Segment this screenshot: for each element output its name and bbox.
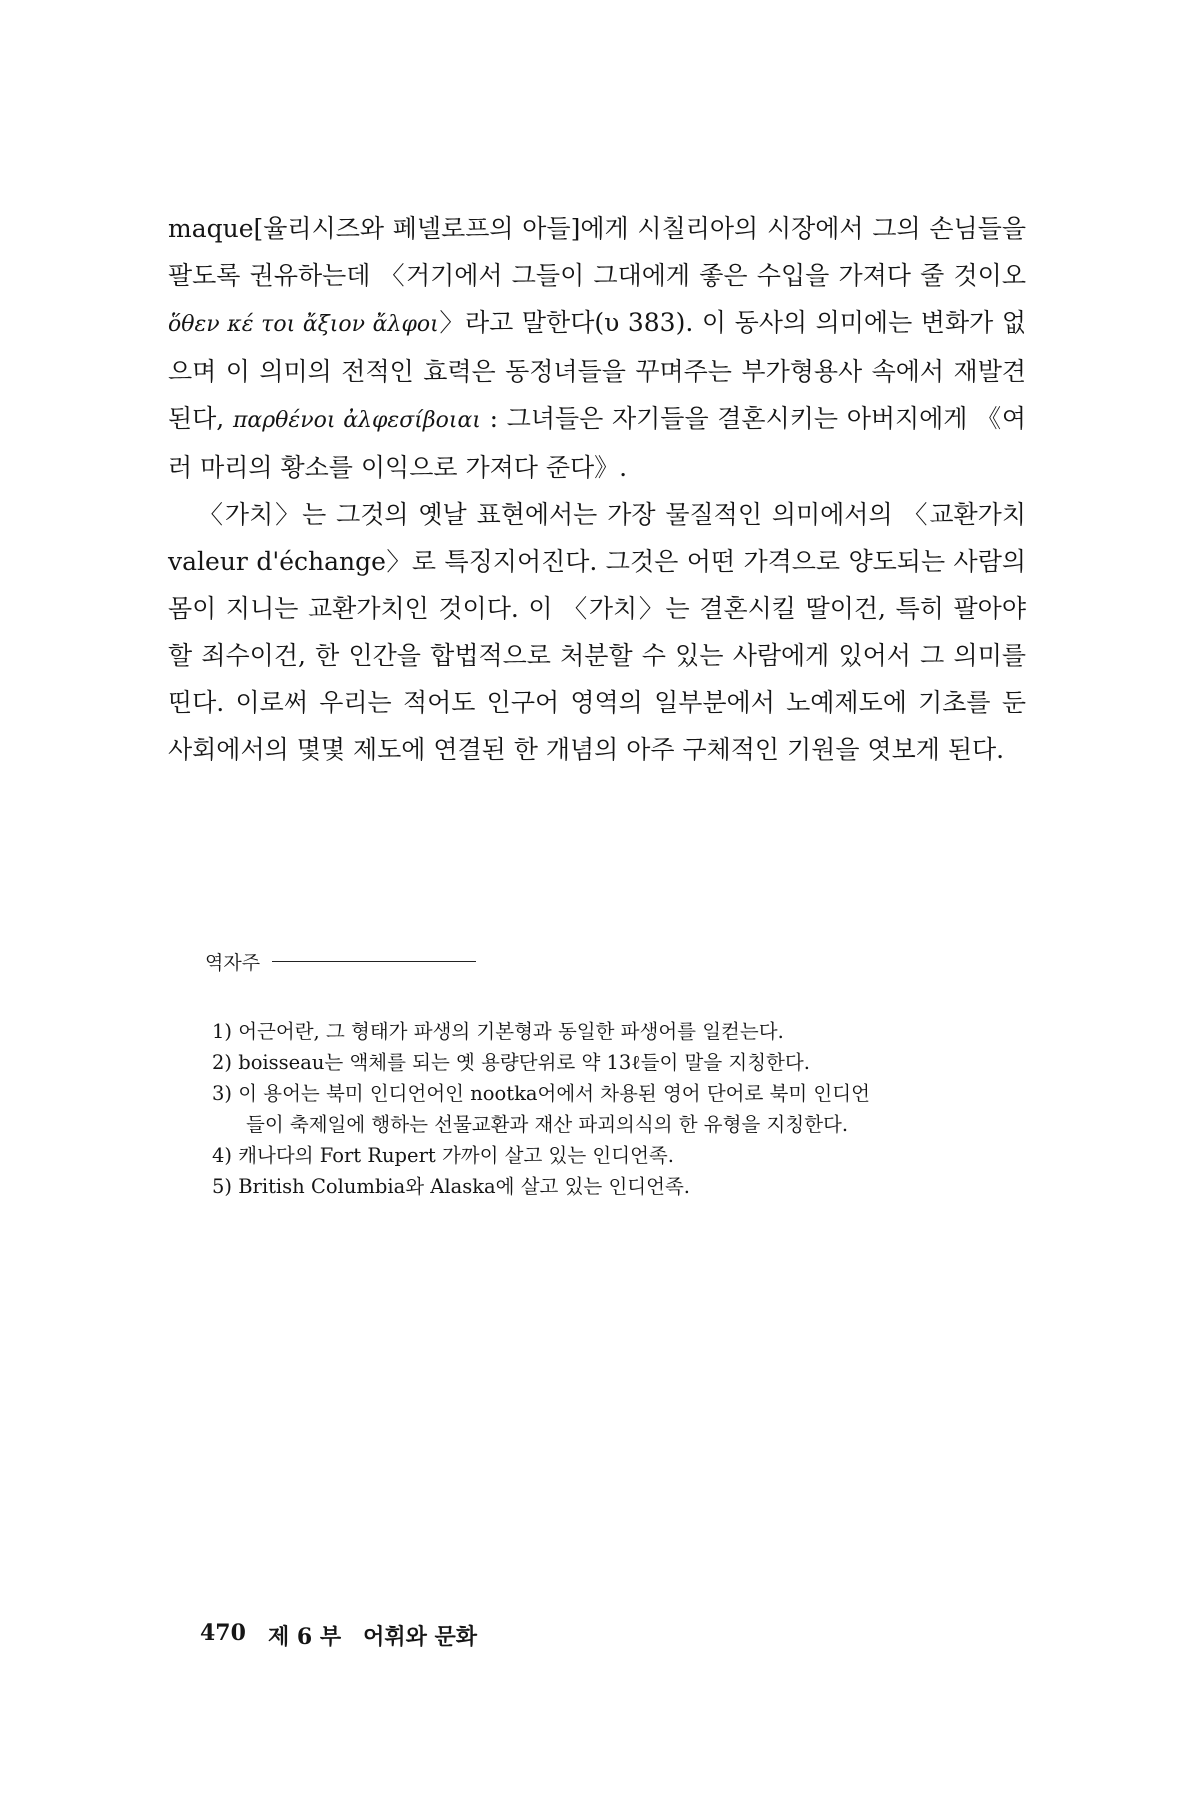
paragraph-1 [168,205,1026,491]
note-5: 5) British Columbia와 Alaska에 살고 있는 인디언족. [212,1175,690,1198]
note-3: 3) 이 용어는 북미 인디언어인 nootka어에서 차용된 영어 단어로 북미 인디언 [212,1082,870,1105]
page-footer [200,1620,477,1651]
greek-quote-2: παρθένοι ἀλφεσίβοιαι [232,408,481,433]
note-3-continued: 들이 축제일에 행하는 선물교환과 재산 파괴의식의 한 유형을 지칭한다. [246,1113,849,1136]
note-1: 1) 어근어란, 그 형태가 파생의 기본형과 동일한 파생어를 일컫는다. [212,1020,784,1043]
notes-heading-rule [272,961,476,962]
paragraph-1-lead: maque[율리시즈와 페넬로프의 아들]에게 시칠리아의 시장에서 그의 손님들을 팔도록 권유하는데 〈거기에서 그들이 그대에게 좋은 수입을 가져다 줄 것이오 [168,214,1026,290]
paragraph-1-mid: 〉라고 말한다(υ 383). 이 동사의 의미에는 변화가 없으며 이 의미의 전적인 효력은 동정녀들을 꾸며주는 부가형용사 속에서 재발견된다, [168,308,1026,433]
paragraph-2: 〈가치〉는 그것의 옛날 표현에서는 가장 물질적인 의미에서의 〈교환가치 valeur d'échange〉로 특징지어진다. 그것은 어떤 가격으로 양도되는 사람의 몸이 지니는 교환가치인 것이다. 이 〈가치〉는 결혼시킬 딸이건, 특히 팔아야 할 죄수이건, 한 인간을 합법적으로 처분할 수 있는 사람에게 있어서 그 의미를 띤다. 이로써 우리는 적어도 인구어 영역의 일부분에서 노예제도에 기초를 둔 사회에서의 몇몇 제도에 연결된 한 개념의 아주 구체적인 기원을 엿보게 된다. [168,500,1026,764]
section-title: 어휘와 문화 [363,1624,477,1650]
note-4: 4) 캐나다의 Fort Rupert 가까이 살고 있는 인디언족. [212,1144,674,1167]
page-number: 470 [200,1620,246,1646]
translator-notes [212,1016,1032,1202]
notes-heading-label: 역자주 [205,952,261,974]
body-text [168,205,1026,773]
translator-notes-heading [205,948,476,975]
part-label: 제 6 부 [267,1624,342,1650]
note-2: 2) boisseau는 액체를 되는 옛 용량단위로 약 13ℓ들이 말을 지칭한다. [212,1051,810,1074]
paragraph-1-tail: : 그녀들은 자기들을 결혼시키는 아버지에게 《여러 마리의 황소를 이익으로 가져다 준다》. [168,404,1026,482]
greek-quote-1: ὅθεν κέ τοι ἄξιον ἄλφοι [168,312,439,337]
